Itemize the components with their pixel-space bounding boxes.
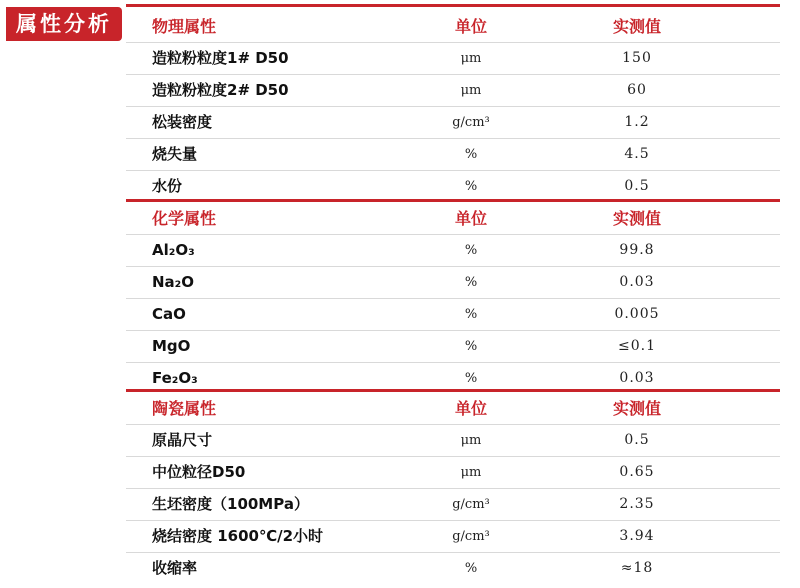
property-value: 60 — [627, 82, 647, 98]
physical-header-property: 物理属性 — [152, 17, 217, 36]
top-divider — [126, 4, 780, 7]
ceramic-header-unit: 单位 — [454, 399, 487, 418]
table-row — [126, 266, 780, 298]
property-value: 2.35 — [619, 496, 655, 512]
property-name: CaO — [152, 305, 186, 323]
property-name: 原晶尺寸 — [152, 431, 213, 449]
property-unit: g/cm³ — [452, 115, 490, 130]
property-unit: g/cm³ — [452, 497, 490, 512]
property-unit: % — [464, 371, 478, 386]
property-unit: μm — [460, 465, 482, 480]
property-name: 水份 — [152, 177, 183, 195]
property-unit: % — [464, 147, 478, 162]
property-name: 松装密度 — [152, 113, 213, 131]
property-value: 0.5 — [624, 432, 650, 448]
property-unit: μm — [460, 433, 482, 448]
property-name: 造粒粉粒度1# D50 — [152, 49, 289, 67]
property-value: 4.5 — [624, 146, 650, 162]
ceramic-header-row — [126, 393, 780, 424]
ceramic-header-property: 陶瓷属性 — [152, 399, 217, 418]
property-name: Na₂O — [152, 273, 194, 291]
property-name: 中位粒径D50 — [152, 463, 246, 481]
table-row — [126, 106, 780, 138]
table-row — [126, 42, 780, 74]
table-row — [126, 74, 780, 106]
table-row — [126, 330, 780, 362]
ceramic-header-value: 实测值 — [612, 399, 661, 418]
property-name: MgO — [152, 337, 191, 355]
property-value: 0.03 — [619, 274, 655, 290]
property-name: 烧结密度 1600℃/2小时 — [152, 527, 324, 545]
property-value: 0.03 — [619, 370, 655, 386]
property-name: 生坯密度（100MPa） — [152, 495, 309, 513]
table-row — [126, 456, 780, 488]
property-name: 烧失量 — [152, 145, 198, 163]
chemical-header-row — [126, 203, 780, 234]
property-name: Fe₂O₃ — [152, 369, 198, 387]
property-name: 收缩率 — [152, 559, 198, 577]
property-value: 3.94 — [619, 528, 655, 544]
property-value: ≈18 — [620, 560, 654, 576]
section-divider — [126, 199, 780, 202]
table-row — [126, 552, 780, 584]
table-row — [126, 488, 780, 520]
chemical-header-property: 化学属性 — [152, 209, 217, 228]
property-value: 1.2 — [624, 114, 650, 130]
property-value: 0.005 — [614, 306, 660, 322]
property-value: ≤0.1 — [618, 338, 656, 354]
property-unit: μm — [460, 51, 482, 66]
physical-header-row — [126, 11, 780, 42]
property-unit: % — [464, 179, 478, 194]
property-name: Al₂O₃ — [152, 241, 195, 259]
section-divider — [126, 389, 780, 392]
table-row — [126, 520, 780, 552]
table-row — [126, 170, 780, 202]
property-unit: % — [464, 243, 478, 258]
physical-header-value: 实测值 — [612, 17, 661, 36]
property-value: 99.8 — [619, 242, 655, 258]
property-unit: % — [464, 339, 478, 354]
physical-header-unit: 单位 — [454, 17, 487, 36]
property-unit: g/cm³ — [452, 529, 490, 544]
property-value: 150 — [622, 50, 652, 66]
property-value: 0.65 — [619, 464, 655, 480]
table-row — [126, 138, 780, 170]
table-row — [126, 424, 780, 456]
section-title: 属性分析 — [6, 7, 122, 41]
table-row — [126, 234, 780, 266]
chemical-header-value: 实测值 — [612, 209, 661, 228]
property-unit: % — [464, 307, 478, 322]
chemical-header-unit: 单位 — [454, 209, 487, 228]
property-unit: % — [464, 561, 478, 576]
property-value: 0.5 — [624, 178, 650, 194]
table-row — [126, 298, 780, 330]
property-name: 造粒粉粒度2# D50 — [152, 81, 289, 99]
property-unit: μm — [460, 83, 482, 98]
property-unit: % — [464, 275, 478, 290]
